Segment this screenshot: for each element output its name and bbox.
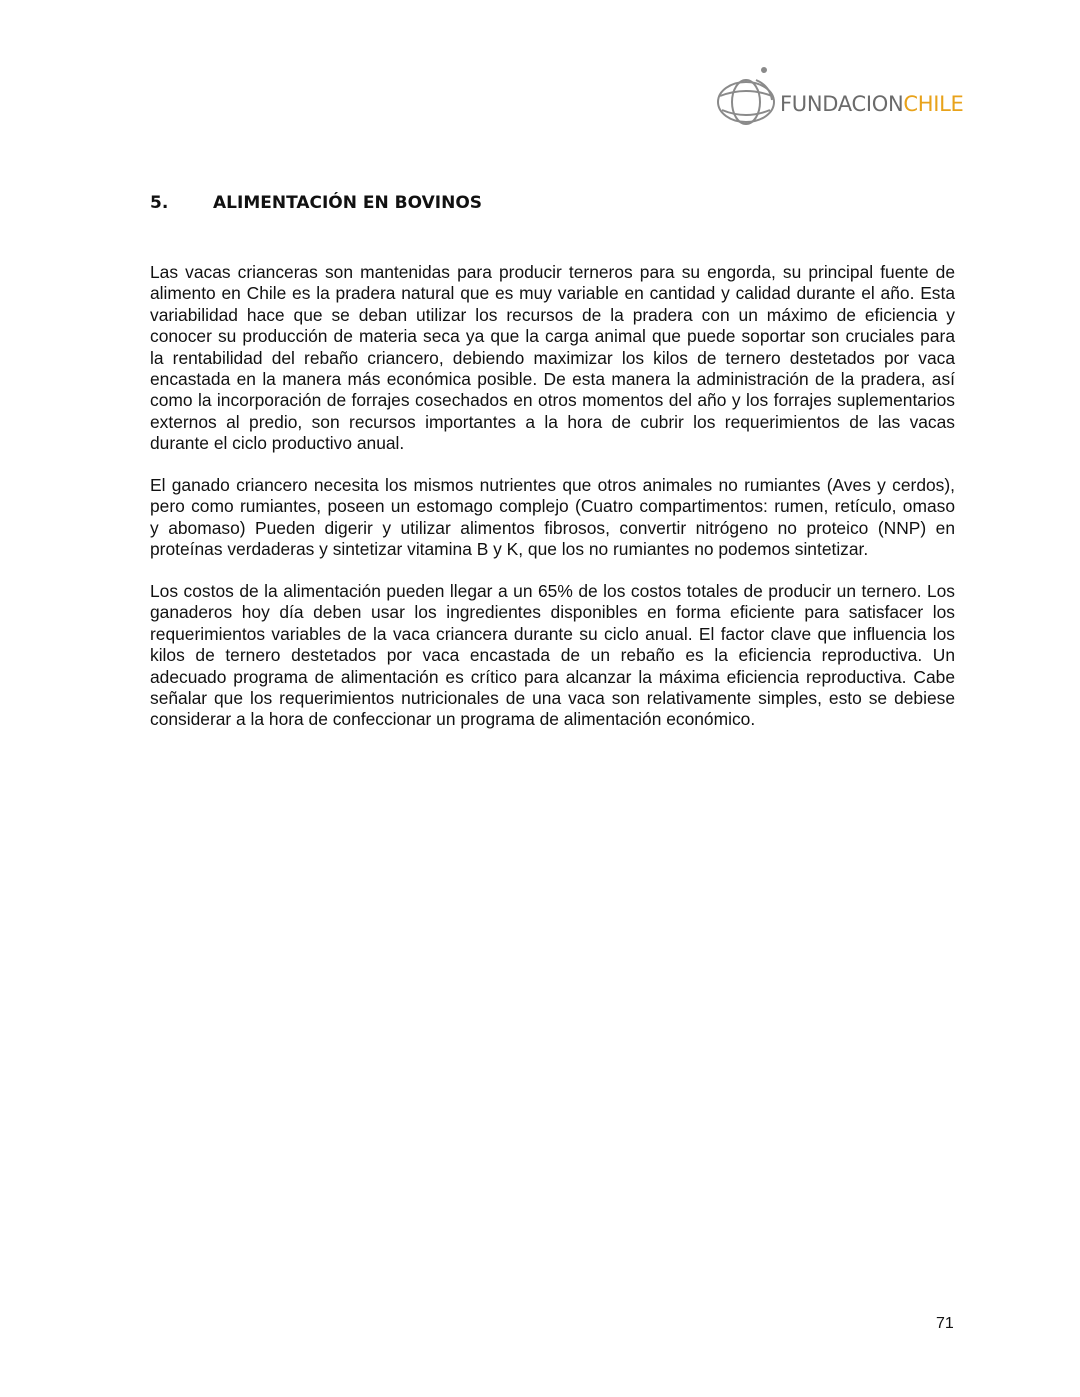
text-line: adecuado programa de alimentación es crítico para alcanzar la máxima eficiencia reproductiva. Cabe (150, 666, 955, 687)
text-line: conocer su producción de materia seca ya que la carga animal que puede soportar son cruciales para (150, 326, 955, 347)
text-line: como la incorporación de forrajes cosechados en otros momentos del año y los forrajes suplementarios (150, 390, 955, 411)
text-line: señalar que los requerimientos nutricionales de una vaca son relativamente simples, esto se debiese (150, 688, 955, 709)
text-line: externos al predio, son recursos importantes a la hora de cubrir los requerimientos de las vacas (150, 411, 955, 432)
text-line: y abomaso) Pueden digerir y utilizar alimentos fibrosos, convertir nitrógeno no proteico (NNP) en (150, 517, 955, 538)
text-line: considerar a la hora de confeccionar un programa de alimentación económico. (150, 709, 756, 730)
text-line: variabilidad hace que se deban utilizar los recursos de la pradera con un máximo de eficiencia y (150, 304, 955, 325)
logo-text-fundacion: FUNDACION (780, 92, 904, 116)
paragraph (150, 475, 955, 561)
text-line: durante el ciclo productivo anual. (150, 433, 405, 454)
section-number: 5. (150, 193, 169, 213)
text-line: Los costos de la alimentación pueden llegar a un 65% de los costos totales de producir un ternero. Los (150, 581, 955, 601)
globe-icon (712, 60, 782, 130)
page-number: 71 (936, 1315, 954, 1332)
text-line: proteínas verdaderas y sintetizar vitamina B y K, que los no rumiantes no podemos sintetizar. (150, 539, 869, 560)
text-line: pero como rumiantes, poseen un estomago complejo (Cuatro compartimentos: rumen, retículo, omaso (150, 496, 955, 517)
paragraph (150, 581, 955, 731)
text-line: El ganado criancero necesita los mismos nutrientes que otros animales no rumiantes (Aves y cerdos), (150, 475, 955, 495)
section-heading (150, 193, 482, 213)
fundacion-chile-logo (712, 60, 962, 130)
text-line: encastada en la manera más económica posible. De esta manera la administración de la pradera, así (150, 369, 955, 390)
text-line: la rentabilidad del rebaño criancero, debiendo maximizar los kilos de ternero destetados por vaca (150, 347, 955, 368)
text-line: requerimientos variables de la vaca criancera durante su ciclo anual. El factor clave que influencia los (150, 623, 955, 644)
text-line: Las vacas crianceras son mantenidas para producir terneros para su engorda, su principal fuente de (150, 262, 955, 282)
section-title: ALIMENTACIÓN EN BOVINOS (213, 193, 483, 213)
text-line: alimento en Chile es la pradera natural que es muy variable en cantidad y calidad durante el año. Esta (150, 283, 955, 304)
logo-text-chile: CHILE (903, 92, 964, 116)
paragraph (150, 262, 955, 455)
text-line: kilos de ternero destetados por vaca encastada de un rebaño es la eficiencia reproductiva. Un (150, 645, 955, 666)
text-line: ganaderos hoy día deben usar los ingredientes disponibles en forma eficiente para satisfacer los (150, 602, 955, 623)
